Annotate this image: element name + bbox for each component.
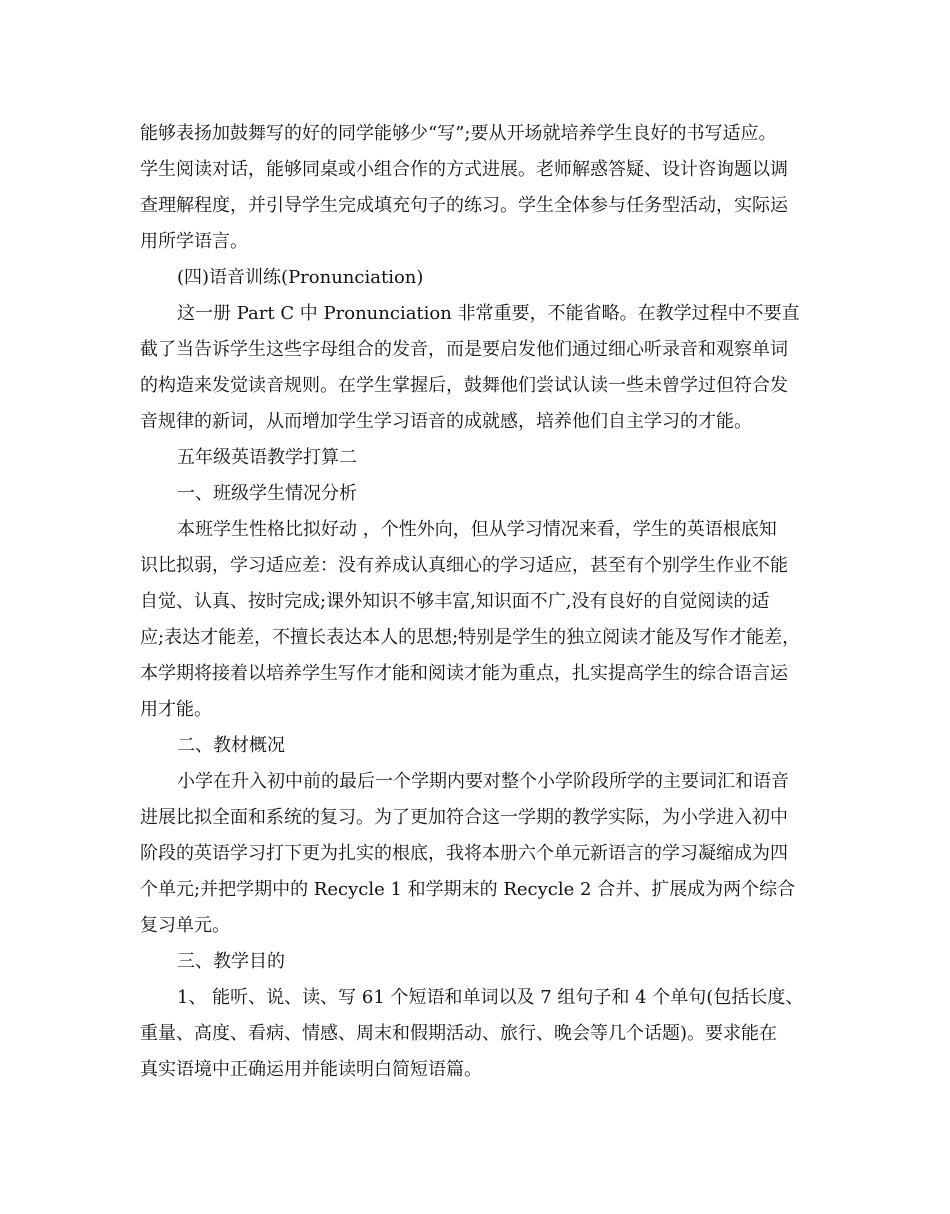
text-line: 应;表达才能差，不擅长表达本人的思想;特别是学生的独立阅读才能及写作才能差， bbox=[140, 627, 801, 648]
text-line: 个单元;并把学期中的 Recycle 1 和学期末的 Recycle 2 合并、扩展成为两个综合 bbox=[140, 879, 796, 900]
text-line: 真实语境中正确运用并能读明白简短语篇。 bbox=[140, 1059, 482, 1080]
text-line: 识比拟弱，学习适应差：没有养成认真细心的学习适应，甚至有个别学生作业不能 bbox=[140, 555, 788, 576]
text-line: 复习单元。 bbox=[140, 915, 230, 936]
text-line: 查理解程度，并引导学生完成填充句子的练习。学生全体参与任务型活动，实际运 bbox=[140, 195, 788, 216]
text-line: 的构造来发觉读音规则。在学生掌握后，鼓舞他们尝试认读一些未曾学过但符合发 bbox=[140, 375, 788, 396]
section-heading: 一、班级学生情况分析 bbox=[177, 483, 357, 504]
text-line: 截了当告诉学生这些字母组合的发音，而是要启发他们通过细心听录音和观察单词 bbox=[140, 339, 788, 360]
text-line: 用所学语言。 bbox=[140, 231, 248, 252]
text-line: 能够表扬加鼓舞写的好的同学能够少“写”;要从开场就培养学生良好的书写适应。 bbox=[140, 123, 777, 144]
document-body bbox=[140, 116, 830, 1088]
text-line: 用才能。 bbox=[140, 699, 212, 720]
text-line: 学生阅读对话，能够同桌或小组合作的方式进展。老师解惑答疑、设计咨询题以调 bbox=[140, 159, 788, 180]
text-line: 进展比拟全面和系统的复习。为了更加符合这一学期的教学实际，为小学进入初中 bbox=[140, 807, 788, 828]
text-line: 自觉、认真、按时完成;课外知识不够丰富,知识面不广,没有良好的自觉阅读的适 bbox=[140, 591, 770, 612]
text-line: 本学期将接着以培养学生写作才能和阅读才能为重点，扎实提高学生的综合语言运 bbox=[140, 663, 788, 684]
text-line: 重量、高度、看病、情感、周末和假期活动、旅行、晚会等几个话题)。要求能在 bbox=[140, 1023, 778, 1044]
section-heading: (四)语音训练(Pronunciation) bbox=[177, 267, 424, 288]
text-line: 小学在升入初中前的最后一个学期内要对整个小学阶段所学的主要词汇和语音 bbox=[177, 771, 789, 792]
section-heading: 二、教材概况 bbox=[177, 735, 285, 756]
section-heading: 三、教学目的 bbox=[177, 951, 285, 972]
text-line: 音规律的新词，从而增加学生学习语音的成就感，培养他们自主学习的才能。 bbox=[140, 411, 752, 432]
document-subtitle: 五年级英语教学打算二 bbox=[177, 447, 357, 468]
text-line: 本班学生性格比拟好动 ，个性外向，但从学习情况来看，学生的英语根底知 bbox=[177, 519, 777, 540]
list-item: 1、 能听、说、读、写 61 个短语和单词以及 7 组句子和 4 个单句(包括长度、 bbox=[177, 987, 804, 1008]
text-line: 阶段的英语学习打下更为扎实的根底，我将本册六个单元新语言的学习凝缩成为四 bbox=[140, 843, 788, 864]
text-line: 这一册 Part C 中 Pronunciation 非常重要，不能省略。在教学过程中不要直 bbox=[177, 303, 800, 324]
